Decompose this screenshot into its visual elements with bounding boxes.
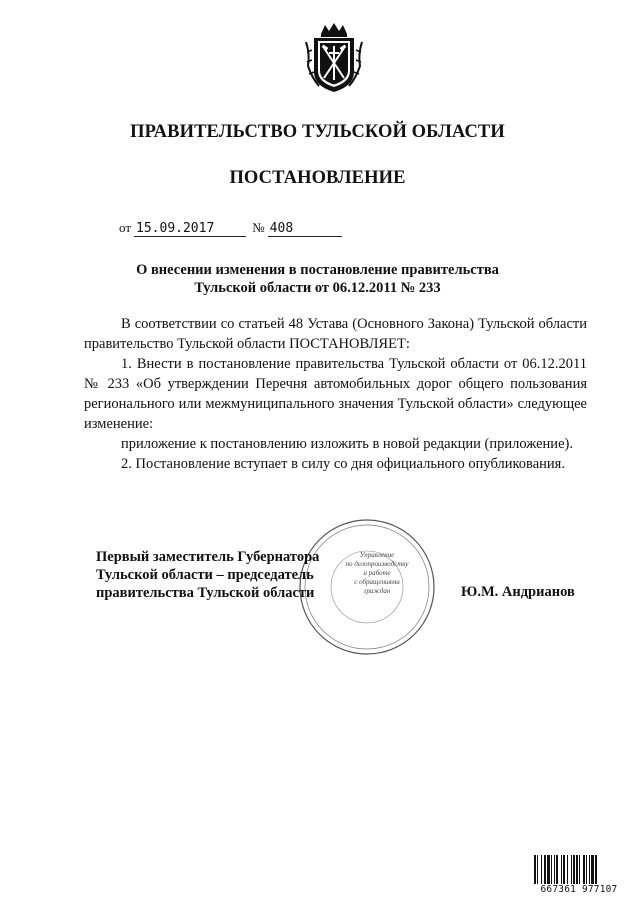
date-number-line	[116, 220, 342, 237]
coat-of-arms-emblem	[303, 22, 365, 94]
stamp-text	[337, 551, 417, 596]
paragraph-preamble: В соответствии со статьей 48 Устава (Основного Закона) Тульской области правительство Тульской области ПОСТАНОВЛЯЕТ:	[84, 316, 587, 352]
position-line-3: правительства Тульской области	[96, 585, 315, 601]
date-prefix: от	[119, 220, 132, 235]
document-date: 15.09.2017	[134, 221, 246, 237]
subject-line-2: Тульской области от 06.12.2011 № 233	[194, 280, 441, 296]
position-line-2: Тульской области – председатель	[96, 567, 314, 583]
stamp-line: Управление	[359, 551, 395, 559]
document-subject	[60, 261, 575, 297]
paragraph-item-1: 1. Внести в постановление правительства Тульской области от 06.12.2011 № 233 «Об утверждении Перечня автомобильных дорог общего пользования регионального или межмуниципального значения Тульской области» следующее изменение:	[84, 356, 587, 432]
signatory-name: Ю.М. Андрианов	[461, 584, 575, 600]
subject-line-1: О внесении изменения в постановление правительства	[136, 262, 499, 278]
document-body	[84, 314, 587, 474]
stamp-line: по делопроизводству	[345, 560, 409, 568]
stamp-line: граждан	[363, 587, 391, 595]
paragraph-annex: приложение к постановлению изложить в новой редакции (приложение).	[121, 436, 573, 452]
signatory-position	[96, 548, 319, 602]
position-line-1: Первый заместитель Губернатора	[96, 549, 320, 565]
stamp-line: с обращениями	[354, 578, 400, 586]
document-type-title: ПОСТАНОВЛЕНИЕ	[229, 168, 406, 188]
stamp-line: и работе	[363, 569, 391, 577]
paragraph-item-2: 2. Постановление вступает в силу со дня официального опубликования.	[121, 456, 565, 472]
document-number: 408	[268, 221, 342, 237]
barcode-digits: 667361 977107	[533, 884, 625, 895]
government-title: ПРАВИТЕЛЬСТВО ТУЛЬСКОЙ ОБЛАСТИ	[130, 122, 505, 142]
number-prefix: №	[252, 220, 265, 235]
